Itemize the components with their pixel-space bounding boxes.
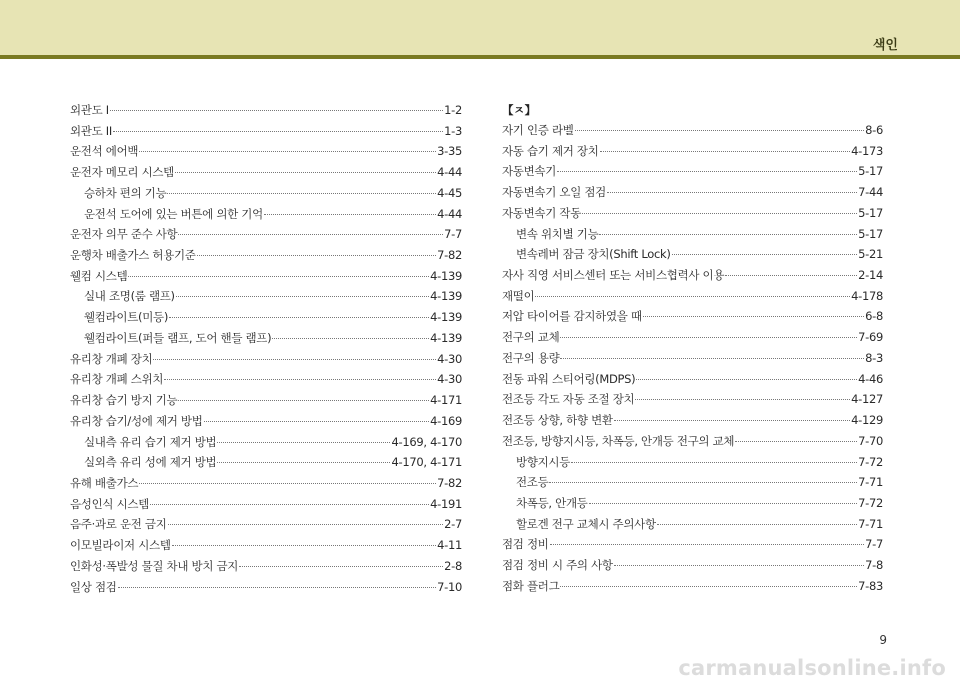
index-page-ref: 4-127 bbox=[851, 392, 883, 407]
index-term: 웰컴 시스템 bbox=[70, 268, 128, 283]
index-page-ref: 7-69 bbox=[858, 330, 883, 345]
index-page-ref: 7-7 bbox=[865, 537, 883, 552]
index-term: 전동 파워 스티어링(MDPS) bbox=[502, 371, 636, 386]
index-entry bbox=[70, 100, 462, 121]
index-page-ref: 2-7 bbox=[444, 517, 462, 532]
index-entry bbox=[502, 306, 883, 327]
index-term: 점검 정비 시 주의 사항 bbox=[502, 558, 613, 573]
index-page-ref: 7-83 bbox=[858, 578, 883, 593]
index-term: 유리창 습기 방지 기능 bbox=[70, 393, 178, 408]
index-entry bbox=[70, 162, 462, 183]
dot-leader bbox=[139, 151, 436, 152]
index-page-ref: 7-71 bbox=[858, 516, 883, 531]
index-page-ref: 7-8 bbox=[865, 558, 883, 573]
index-term: 자사 직영 서비스센터 또는 서비스협력사 이용 bbox=[502, 268, 725, 283]
index-page-ref: 4-171 bbox=[430, 393, 462, 408]
index-column-right bbox=[502, 100, 883, 597]
dot-leader bbox=[636, 379, 857, 380]
index-term: 자동변속기 오일 점검 bbox=[502, 185, 606, 200]
dot-leader bbox=[164, 379, 436, 380]
dot-leader bbox=[599, 234, 857, 235]
index-entry bbox=[70, 245, 462, 266]
index-term: 점검 정비 bbox=[502, 537, 549, 552]
dot-leader bbox=[550, 544, 865, 545]
dot-leader bbox=[657, 524, 857, 525]
dot-leader bbox=[582, 213, 857, 214]
index-entry bbox=[70, 494, 462, 515]
index-page-ref: 4-169, 4-170 bbox=[391, 434, 462, 449]
index-entry bbox=[70, 328, 462, 349]
dot-leader bbox=[110, 110, 443, 111]
index-page-ref: 7-70 bbox=[858, 433, 883, 448]
index-page-ref: 3-35 bbox=[437, 144, 462, 159]
index-entry bbox=[502, 348, 883, 369]
index-term: 자동 습기 제거 장치 bbox=[502, 143, 599, 158]
index-page-ref: 5-17 bbox=[858, 226, 883, 241]
index-entry bbox=[502, 244, 883, 265]
index-entry bbox=[70, 141, 462, 162]
dot-leader bbox=[150, 504, 429, 505]
dot-leader bbox=[168, 524, 444, 525]
dot-leader bbox=[217, 442, 390, 443]
index-page-ref: 4-44 bbox=[437, 165, 462, 180]
dot-leader bbox=[178, 234, 443, 235]
index-entry bbox=[502, 265, 883, 286]
index-page-ref: 4-44 bbox=[437, 206, 462, 221]
index-term: 외관도 I bbox=[70, 103, 109, 117]
dot-leader bbox=[175, 172, 436, 173]
dot-leader bbox=[176, 296, 429, 297]
index-page-ref: 7-44 bbox=[858, 185, 883, 200]
index-page-ref: 4-30 bbox=[437, 372, 462, 387]
index-entry bbox=[502, 369, 883, 390]
index-entry bbox=[70, 411, 462, 432]
index-entry bbox=[70, 121, 462, 142]
index-term: 저압 타이어를 감지하였을 때 bbox=[502, 309, 642, 324]
index-entry bbox=[70, 349, 462, 370]
index-entry bbox=[502, 576, 883, 597]
index-page-ref: 4-30 bbox=[437, 351, 462, 366]
dot-leader bbox=[272, 338, 429, 339]
dot-leader bbox=[535, 296, 850, 297]
index-entry bbox=[70, 224, 462, 245]
dot-leader bbox=[172, 545, 436, 546]
index-entry bbox=[502, 514, 883, 535]
index-term: 할로겐 전구 교체시 주의사항 bbox=[516, 516, 656, 531]
index-term: 전조등, 방향지시등, 차폭등, 안개등 전구의 교체 bbox=[502, 433, 735, 448]
index-term: 음주·과로 운전 금지 bbox=[70, 517, 167, 532]
index-page-ref: 7-82 bbox=[437, 248, 462, 263]
dot-leader bbox=[560, 586, 857, 587]
index-page-ref: 4-170, 4-171 bbox=[391, 455, 462, 470]
index-term: 이모빌라이저 시스템 bbox=[70, 538, 171, 553]
index-term: 재떨이 bbox=[502, 288, 535, 303]
index-term: 일상 점검 bbox=[70, 579, 117, 594]
index-term: 운전자 메모리 시스템 bbox=[70, 165, 174, 180]
index-page-ref: 4-139 bbox=[430, 310, 462, 325]
index-term: 유리창 개폐 장치 bbox=[70, 351, 153, 366]
index-page-ref: 7-72 bbox=[858, 454, 883, 469]
index-term: 전구의 용량 bbox=[502, 350, 560, 365]
index-term: 운전석 에어백 bbox=[70, 144, 139, 159]
index-term: 운전석 도어에 있는 버튼에 의한 기억 bbox=[84, 206, 263, 221]
index-page-ref: 4-139 bbox=[430, 289, 462, 304]
index-entry bbox=[502, 141, 883, 162]
index-term: 점화 플러그 bbox=[502, 578, 560, 593]
index-entry bbox=[502, 431, 883, 452]
index-entry bbox=[70, 266, 462, 287]
dot-leader bbox=[614, 420, 850, 421]
dot-leader bbox=[614, 565, 864, 566]
index-page-ref: 8-3 bbox=[865, 350, 883, 365]
dot-leader bbox=[128, 276, 429, 277]
dot-leader bbox=[197, 255, 436, 256]
header-rule bbox=[0, 55, 960, 59]
index-entry bbox=[70, 514, 462, 535]
index-term: 변속 위치별 기능 bbox=[516, 226, 599, 241]
index-page-ref: 2-8 bbox=[444, 558, 462, 573]
index-term: 유해 배출가스 bbox=[70, 475, 139, 490]
index-term: 외관도 II bbox=[70, 123, 112, 138]
index-term: 웰컴라이트(퍼들 램프, 도어 핸들 램프) bbox=[84, 330, 272, 345]
index-page-ref: 4-11 bbox=[437, 538, 462, 553]
index-term: 운전자 의무 준수 사항 bbox=[70, 227, 178, 242]
index-term: 전구의 교체 bbox=[502, 330, 560, 345]
index-term: 전조등 bbox=[516, 475, 549, 490]
dot-leader bbox=[575, 130, 865, 131]
index-page-ref: 5-17 bbox=[858, 205, 883, 220]
index-page-ref: 4-178 bbox=[851, 288, 883, 303]
index-entry bbox=[502, 224, 883, 245]
index-term: 전조등 상향, 하향 변환 bbox=[502, 413, 613, 428]
index-page-ref: 4-139 bbox=[430, 268, 462, 283]
index-entry bbox=[70, 452, 462, 473]
index-page-ref: 7-72 bbox=[858, 495, 883, 510]
index-page-ref: 4-191 bbox=[430, 496, 462, 511]
index-entry bbox=[502, 389, 883, 410]
index-term: 자동변속기 bbox=[502, 164, 557, 179]
dot-leader bbox=[113, 131, 443, 132]
index-page-ref: 6-8 bbox=[865, 309, 883, 324]
dot-leader bbox=[178, 400, 429, 401]
index-entry bbox=[70, 556, 462, 577]
index-page-ref: 4-46 bbox=[858, 371, 883, 386]
dot-leader bbox=[600, 151, 851, 152]
dot-leader bbox=[549, 482, 857, 483]
index-term: 실내 조명(룸 램프) bbox=[84, 289, 175, 304]
index-entry bbox=[502, 203, 883, 224]
index-term: 전조등 각도 자동 조절 장치 bbox=[502, 392, 635, 407]
index-term: 웰컴라이트(미등) bbox=[84, 310, 169, 325]
dot-leader bbox=[204, 421, 430, 422]
watermark: carmanualsonline.info bbox=[678, 656, 946, 680]
dot-leader bbox=[239, 566, 443, 567]
index-entry bbox=[502, 286, 883, 307]
index-page-ref: 5-21 bbox=[858, 247, 883, 262]
dot-leader bbox=[589, 503, 858, 504]
index-page-ref: 1-2 bbox=[444, 103, 462, 117]
index-column-left bbox=[70, 100, 462, 597]
index-term: 운행차 배출가스 허용기준 bbox=[70, 248, 196, 263]
index-term: 유리창 개폐 스위치 bbox=[70, 372, 164, 387]
header-band bbox=[0, 0, 960, 55]
index-entry bbox=[502, 555, 883, 576]
index-page-ref: 4-169 bbox=[430, 413, 462, 428]
index-entry bbox=[70, 535, 462, 556]
index-entry bbox=[502, 182, 883, 203]
index-entry bbox=[502, 161, 883, 182]
index-page-ref: 7-82 bbox=[437, 475, 462, 490]
index-entry bbox=[502, 493, 883, 514]
index-page-ref: 8-6 bbox=[865, 123, 883, 137]
index-entry bbox=[70, 473, 462, 494]
section-heading: 【ㅈ】 bbox=[502, 103, 537, 117]
page-number: 9 bbox=[879, 633, 887, 647]
index-term: 자동변속기 작동 bbox=[502, 205, 582, 220]
index-page-ref: 2-14 bbox=[858, 268, 883, 283]
dot-leader bbox=[560, 337, 857, 338]
index-page-ref: 5-17 bbox=[858, 164, 883, 179]
index-term: 차폭등, 안개등 bbox=[516, 495, 588, 510]
index-page-ref: 7-7 bbox=[444, 227, 462, 242]
index-term: 음성인식 시스템 bbox=[70, 496, 150, 511]
dot-leader bbox=[643, 316, 864, 317]
index-entry bbox=[70, 432, 462, 453]
dot-leader bbox=[264, 214, 436, 215]
index-entry bbox=[502, 452, 883, 473]
index-term: 방향지시등 bbox=[516, 454, 571, 469]
dot-leader bbox=[169, 317, 429, 318]
index-term: 실외측 유리 성에 제거 방법 bbox=[84, 455, 217, 470]
index-page-ref: 7-10 bbox=[437, 579, 462, 594]
index-page-ref: 1-3 bbox=[444, 123, 462, 138]
index-entry bbox=[70, 390, 462, 411]
dot-leader bbox=[607, 192, 857, 193]
index-term: 승하차 편의 기능 bbox=[84, 185, 167, 200]
dot-leader bbox=[153, 359, 436, 360]
dot-leader bbox=[672, 254, 858, 255]
dot-leader bbox=[118, 587, 437, 588]
index-page-ref: 4-173 bbox=[851, 143, 883, 158]
index-term: 유리창 습기/성에 제거 방법 bbox=[70, 413, 203, 428]
index-entry bbox=[502, 327, 883, 348]
index-term: 실내측 유리 습기 제거 방법 bbox=[84, 434, 217, 449]
dot-leader bbox=[735, 441, 857, 442]
index-entry bbox=[502, 534, 883, 555]
index-entry bbox=[502, 410, 883, 431]
index-term: 인화성·폭발성 물질 차내 방치 금지 bbox=[70, 558, 239, 573]
dot-leader bbox=[560, 358, 864, 359]
index-entry bbox=[70, 369, 462, 390]
dot-leader bbox=[557, 171, 857, 172]
page-title: 색인 bbox=[872, 38, 898, 53]
index-page-ref: 7-71 bbox=[858, 475, 883, 490]
dot-leader bbox=[635, 399, 850, 400]
index-entry bbox=[70, 307, 462, 328]
index-entry bbox=[70, 204, 462, 225]
dot-leader bbox=[571, 462, 857, 463]
index-page-ref: 4-129 bbox=[851, 413, 883, 428]
index-entry bbox=[70, 286, 462, 307]
index-entry bbox=[502, 120, 883, 141]
index-term: 변속레버 잠금 장치(Shift Lock) bbox=[516, 247, 671, 262]
index-term: 자기 인증 라벨 bbox=[502, 123, 574, 137]
dot-leader bbox=[139, 483, 436, 484]
index-entry bbox=[502, 472, 883, 493]
index-entry bbox=[70, 183, 462, 204]
index-list-right bbox=[502, 120, 883, 597]
index-page-ref: 4-139 bbox=[430, 330, 462, 345]
index-page-ref: 4-45 bbox=[437, 185, 462, 200]
dot-leader bbox=[167, 193, 436, 194]
index-entry bbox=[70, 577, 462, 598]
dot-leader bbox=[725, 275, 857, 276]
dot-leader bbox=[217, 462, 390, 463]
